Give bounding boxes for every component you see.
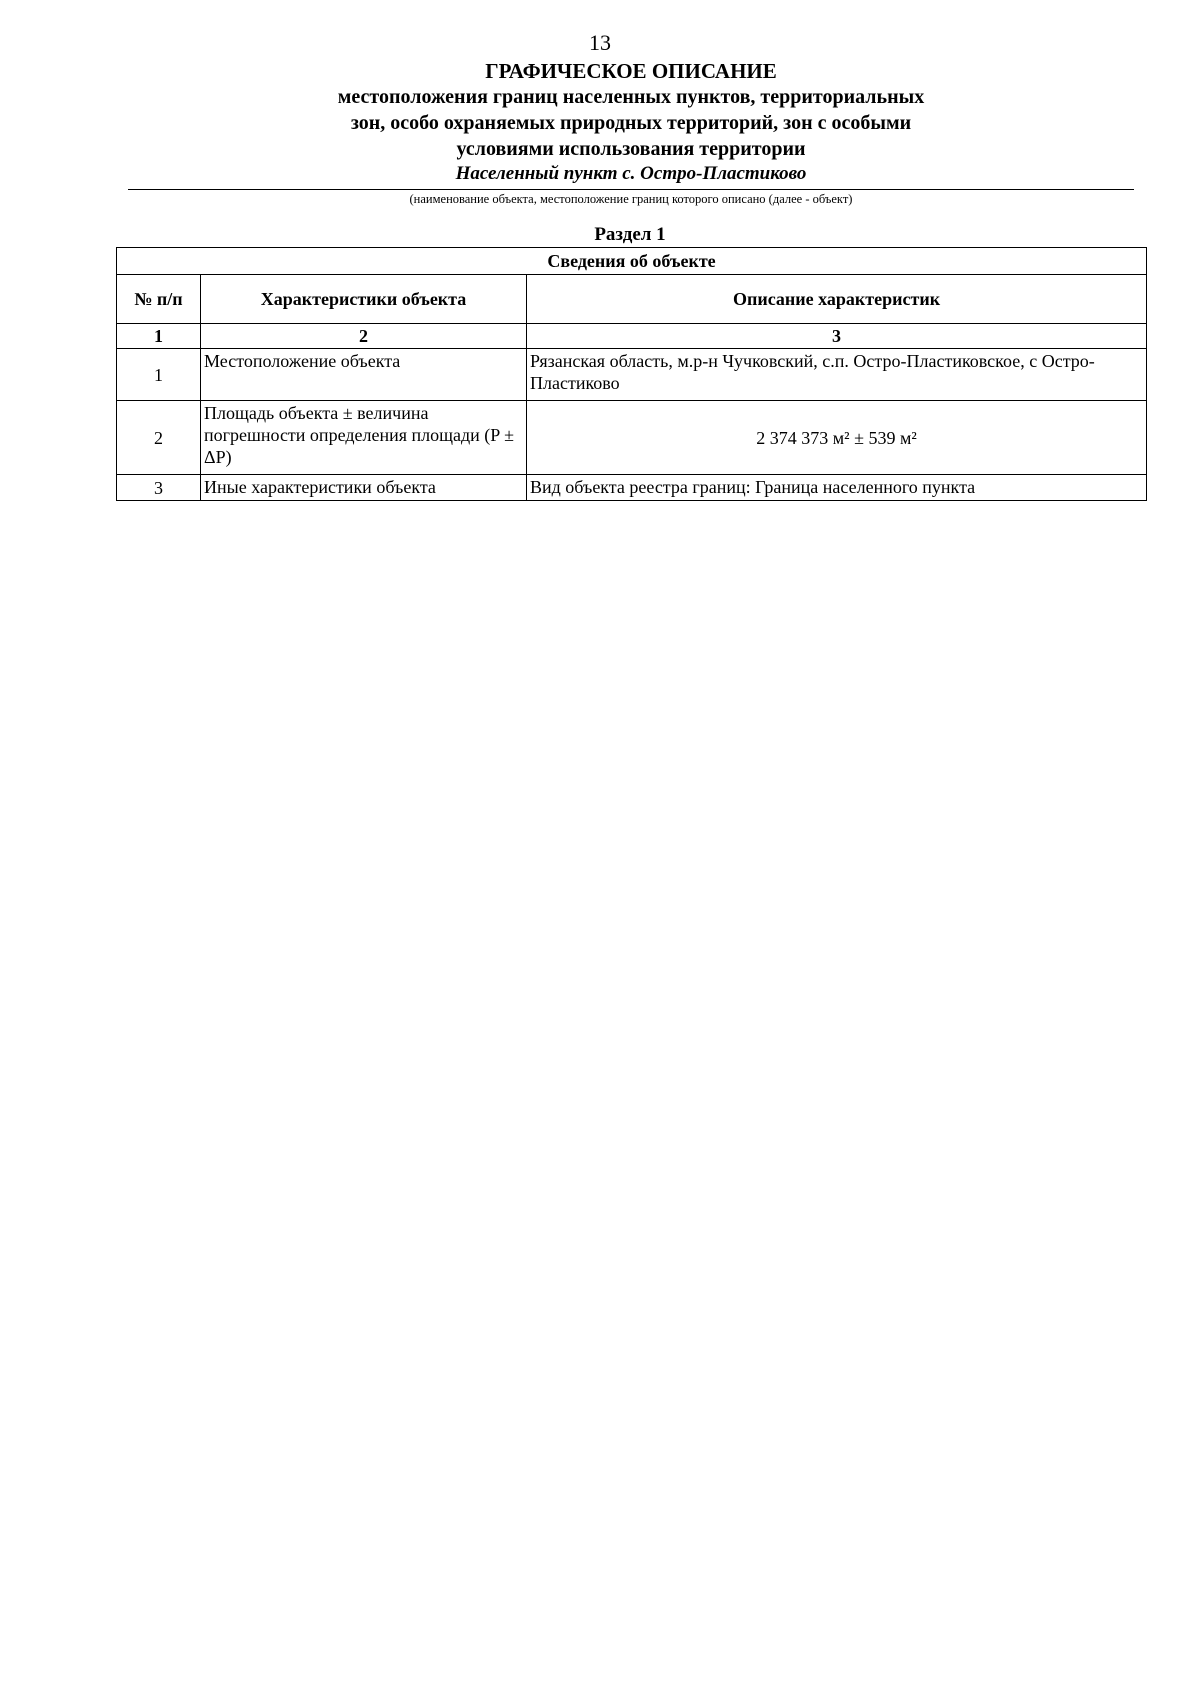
row-num: 2 — [117, 401, 201, 475]
column-number: 3 — [527, 324, 1147, 349]
document-title-block — [128, 58, 1134, 186]
row-description: Вид объекта реестра границ: Граница населенного пункта — [527, 475, 1147, 501]
table-row — [117, 475, 1147, 501]
table-caption: Сведения об объекте — [117, 248, 1147, 275]
object-info-table — [116, 247, 1147, 501]
document-subtitle-line-2: зон, особо охраняемых природных территорий, зон с особыми — [350, 112, 912, 134]
object-name-underline — [128, 189, 1134, 190]
row-description: Рязанская область, м.р-н Чучковский, с.п. Остро-Пластиковское, с Остро-Пластиково — [527, 349, 1147, 401]
header-characteristic: Характеристики объекта — [201, 275, 527, 324]
row-characteristic: Площадь объекта ± величина погрешности определения площади (P ± ΔP) — [201, 401, 527, 475]
document-subtitle-line-1: местоположения границ населенных пунктов, территориальных — [337, 86, 925, 108]
section-title: Раздел 1 — [594, 224, 666, 245]
row-num: 1 — [117, 349, 201, 401]
column-number-row — [117, 324, 1147, 349]
row-description: 2 374 373 м² ± 539 м² — [527, 401, 1147, 475]
table-row — [117, 349, 1147, 401]
object-name-caption: (наименование объекта, местоположение границ которого описано (далее - объект) — [409, 192, 853, 206]
document-subtitle-line-3: условиями использования территории — [456, 138, 806, 160]
document-title: ГРАФИЧЕСКОЕ ОПИСАНИЕ — [485, 59, 777, 83]
column-number: 2 — [201, 324, 527, 349]
header-num: № п/п — [117, 275, 201, 324]
page-number: 13 — [589, 30, 611, 55]
column-number: 1 — [117, 324, 201, 349]
object-name: Населенный пункт с. Остро-Пластиково — [455, 163, 807, 184]
row-num: 3 — [117, 475, 201, 501]
table-row — [117, 401, 1147, 475]
row-characteristic: Иные характеристики объекта — [201, 475, 527, 501]
header-description: Описание характеристик — [527, 275, 1147, 324]
row-characteristic: Местоположение объекта — [201, 349, 527, 401]
